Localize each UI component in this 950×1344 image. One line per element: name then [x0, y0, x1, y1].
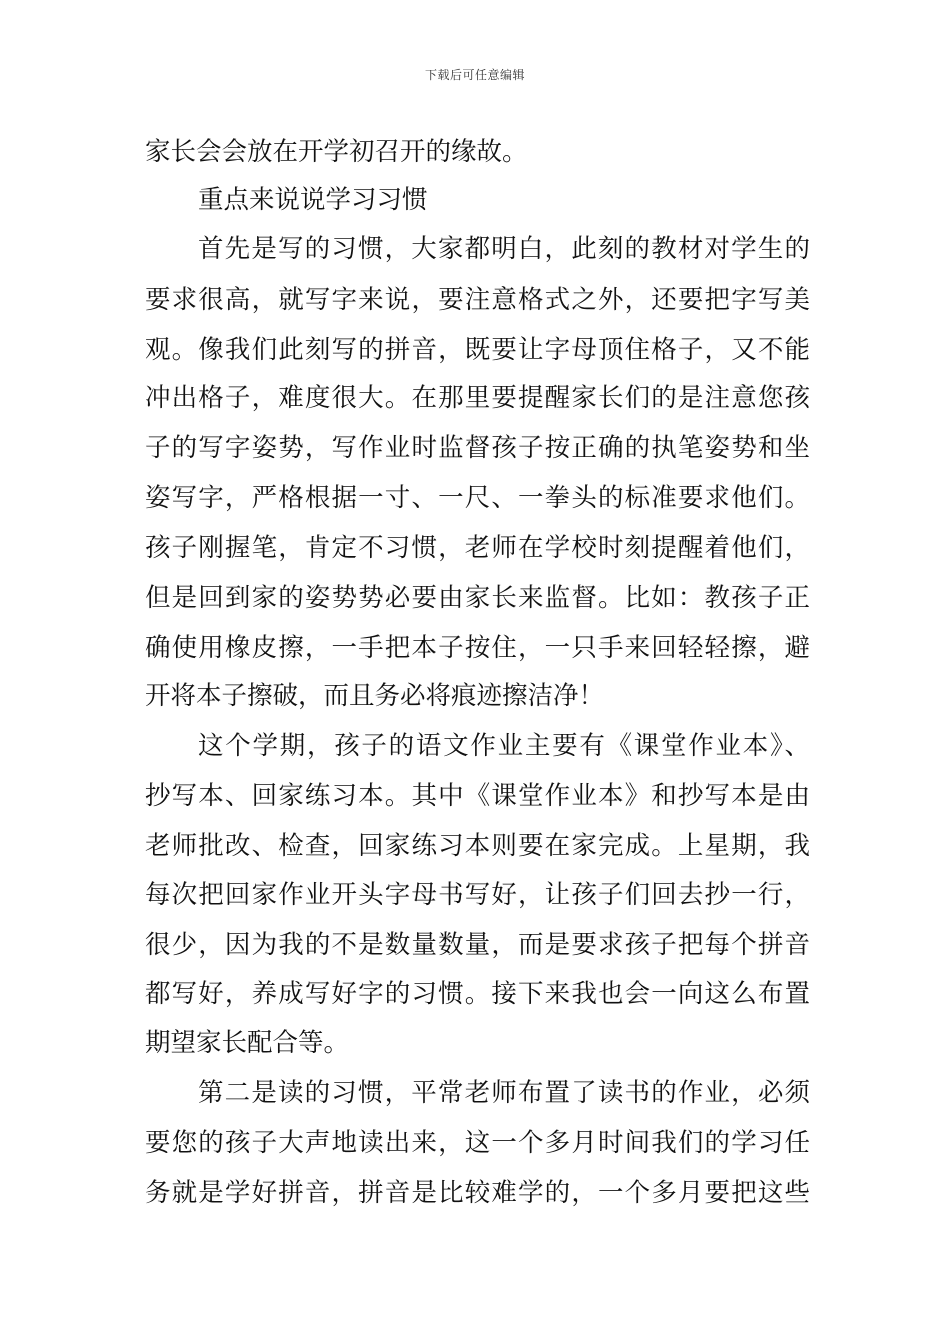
text-line: 家长会会放在开学初召开的缘故。: [145, 137, 528, 167]
text-line: 要求很高，就写字来说，要注意格式之外，还要把字写美: [145, 285, 810, 315]
text-line: 都写好，养成写好字的习惯。接下来我也会一向这么布置: [145, 979, 810, 1009]
text-line: 开将本子擦破，而且务必将痕迹擦洁净！: [145, 681, 605, 711]
header-note: 下载后可任意编辑: [424, 68, 525, 82]
text-line: 孩子刚握笔，肯定不习惯，老师在学校时刻提醒着他们，: [145, 533, 810, 563]
text-line: 这个学期，孩子的语文作业主要有《课堂作业本》、: [198, 731, 810, 761]
section-heading: 重点来说说学习习惯: [198, 185, 428, 215]
text-line: 第二是读的习惯，平常老师布置了读书的作业，必须: [198, 1078, 810, 1108]
text-line: 期望家长配合等。: [145, 1028, 350, 1058]
text-line: 冲出格子，难度很大。在那里要提醒家长们的是注意您孩: [145, 383, 810, 413]
text-line: 首先是写的习惯，大家都明白，此刻的教材对学生的: [198, 234, 810, 264]
text-line: 但是回到家的姿势势必要由家长来监督。比如：教孩子正: [145, 583, 810, 613]
text-line: 很少，因为我的不是数量数量，而是要求孩子把每个拼音: [145, 930, 810, 960]
text-line: 观。像我们此刻写的拼音，既要让字母顶住格子，又不能: [145, 335, 810, 365]
text-line: 务就是学好拼音，拼音是比较难学的，一个多月要把这些: [145, 1178, 810, 1208]
text-line: 要您的孩子大声地读出来，这一个多月时间我们的学习任: [145, 1128, 810, 1158]
text-line: 每次把回家作业开头字母书写好，让孩子们回去抄一行，: [145, 880, 810, 910]
text-line: 确使用橡皮擦，一手把本子按住，一只手来回轻轻擦，避: [145, 633, 810, 663]
text-line: 姿写字，严格根据一寸、一尺、一拳头的标准要求他们。: [145, 483, 810, 513]
text-line: 子的写字姿势，写作业时监督孩子按正确的执笔姿势和坐: [145, 433, 810, 463]
text-line: 老师批改、检查，回家练习本则要在家完成。上星期，我: [145, 831, 810, 861]
text-line: 抄写本、回家练习本。其中《课堂作业本》和抄写本是由: [145, 781, 810, 811]
